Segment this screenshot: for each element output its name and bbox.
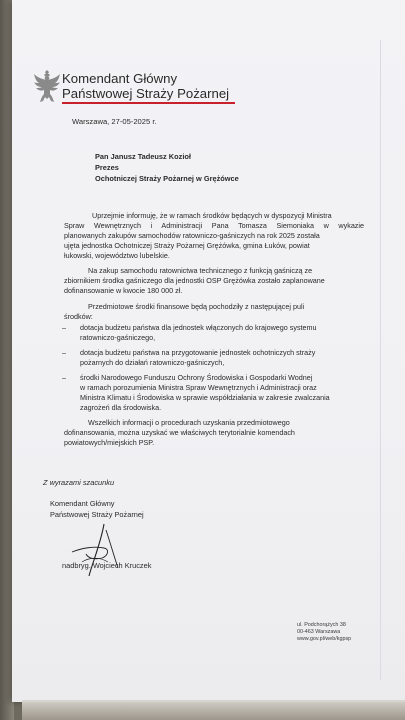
body-line: zbiornikiem środka gaśniczego dla jednostki OSP Grężówka zostało zaplanowane bbox=[64, 276, 325, 285]
letterhead-title-line2: Państwowej Straży Pożarnej bbox=[62, 86, 230, 101]
signatory-title-line2: Państwowej Straży Pożarnej bbox=[50, 510, 144, 519]
letterhead-title bbox=[62, 71, 229, 101]
body-line: Na zakup samochodu ratownictwa technicznego z funkcją gaśniczą ze bbox=[88, 266, 313, 275]
body-line: planowanych zakupów samochodów ratowniczo-gaśniczych na rok 2025 została bbox=[64, 231, 320, 240]
under-page bbox=[22, 702, 405, 720]
recipient-title: Prezes bbox=[95, 163, 119, 172]
body-line: Spraw Wewnętrznych i Administracji Pana Tomasza Siemoniaka w wykazie bbox=[64, 221, 364, 230]
bullet-line: dotacja budżetu państwa dla jednostek włączonych do krajowego systemu bbox=[80, 323, 317, 332]
body-line: Uprzejmie informuję, że w ramach środków będących w dyspozycji Ministra bbox=[92, 211, 332, 220]
bullet-line: w ramach porozumienia Ministra Spraw Wewnętrznych i Administracji oraz bbox=[80, 383, 317, 392]
letterhead-divider bbox=[62, 102, 235, 104]
recipient-org: Ochotniczej Straży Pożarnej w Grężówce bbox=[95, 174, 239, 183]
body-line: dofinansowania, można uzyskać we właściwych terytorialnie komendach bbox=[64, 428, 295, 437]
bullet-line: pożarnych do działań ratowniczo-gaśniczych, bbox=[80, 358, 225, 367]
polish-eagle-icon bbox=[34, 70, 60, 104]
bullet-line: Ministra Klimatu i Środowiska w sprawie współdziałania w zakresie zwalczania bbox=[80, 393, 330, 402]
bullet-line: ratowniczo-gaśniczego, bbox=[80, 333, 156, 342]
bullet-dash: – bbox=[62, 323, 66, 332]
closing-regards: Z wyrazami szacunku bbox=[43, 478, 115, 487]
signatory-name: nadbryg. Wojciech Kruczek bbox=[62, 561, 152, 570]
bullet-line: środki Narodowego Funduszu Ochrony Środowiska i Gospodarki Wodnej bbox=[80, 373, 313, 382]
body-line: Przedmiotowe środki finansowe będą pochodziły z następującej puli bbox=[88, 302, 305, 311]
bullet-dash: – bbox=[62, 373, 66, 382]
body-line: ujęta jednostka Ochotniczej Straży Pożarnej Grężówka, gmina Łuków, powiat bbox=[64, 241, 310, 250]
footer-street: ul. Podchorążych 38 bbox=[297, 622, 346, 628]
bullet-line: zagrożeń dla środowiska. bbox=[80, 403, 162, 412]
body-line: Wszelkich informacji o procedurach uzyskania przedmiotowego bbox=[88, 418, 290, 427]
letter-date: Warszawa, 27-05-2025 r. bbox=[72, 117, 157, 126]
body-line: środków: bbox=[64, 312, 93, 321]
footer-website: www.gov.pl/web/kgpsp bbox=[297, 636, 352, 642]
body-line: łukowski, województwo lubelskie. bbox=[64, 251, 170, 260]
bullet-line: dotacja budżetu państwa na przygotowanie jednostek ochotniczych straży bbox=[80, 348, 316, 357]
bullet-dash: – bbox=[62, 348, 66, 357]
letterhead-title-line1: Komendant Główny bbox=[62, 71, 178, 86]
body-line: dofinansowanie w kwocie 180 000 zł. bbox=[64, 286, 183, 295]
page-fold bbox=[380, 40, 381, 680]
footer-city: 00-463 Warszawa bbox=[297, 629, 341, 635]
body-line: powiatowych/miejskich PSP. bbox=[64, 438, 155, 447]
footer-address bbox=[297, 622, 351, 643]
recipient-name: Pan Janusz Tadeusz Kozioł bbox=[95, 152, 191, 161]
signatory-title-line1: Komendant Główny bbox=[50, 499, 115, 508]
